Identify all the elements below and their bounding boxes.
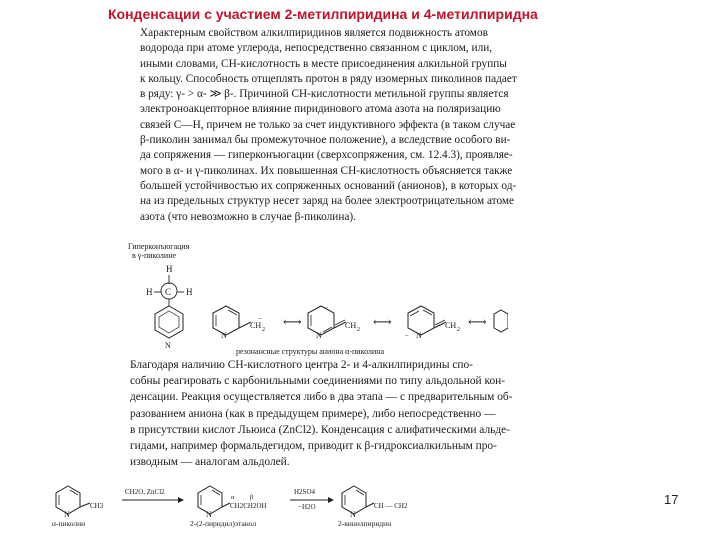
resonance-structure-2 [308, 304, 360, 340]
svg-text:2: 2 [262, 327, 265, 333]
paragraph1-line: азота (что невозможно в случае β-пиколина). [140, 210, 356, 223]
paragraph2-line: изводным — аналогам альдолей. [130, 456, 290, 469]
paragraph1-line: связей С—Н, причем не только за счет индуктивного эффекта (в таком случае [140, 118, 516, 131]
slide-title: Конденсации с участием 2-метилпиридина и 4-метилпиридна [108, 6, 538, 22]
molecule-alpha-picoline [56, 486, 104, 519]
svg-text:CH2CH2OH: CH2CH2OH [230, 502, 267, 510]
paragraph2-line: денсации. Реакция осуществляется либо в два этапа — с предварительным об- [130, 391, 513, 404]
caption-gamma-picoline: в γ-пиколине [132, 251, 177, 260]
paragraph2-line: Благодаря наличию СН-кислотного центра 2- и 4-алкилпиридины спо- [130, 359, 473, 371]
caption-resonance-structures: резонансные структуры аниона α-пиколина [236, 347, 385, 356]
molecule-pyridylethanol [198, 486, 267, 519]
paragraph1-line: водорода при атоме углерода, непосредственно связанном с циклом, или, [140, 42, 493, 55]
reagent-minus-water: −H2O [298, 503, 316, 511]
svg-text:N: N [221, 331, 227, 340]
scheme-resonance-structures [118, 238, 508, 358]
svg-text:CH — CH2: CH — CH2 [374, 502, 408, 510]
resonance-arrow-1: ⟷ [283, 314, 302, 329]
resonance-structure-4 [494, 310, 508, 332]
svg-text:2: 2 [357, 327, 360, 333]
svg-text:CH: CH [250, 321, 262, 330]
paragraph1-line: большей устойчивостью их сопряженных оснований (анионов), в которых од- [140, 179, 517, 192]
paragraph1-line: да сопряжения — гиперконъюгации (сверхсопряжения, см. 12.4.3), проявляе- [140, 149, 513, 162]
paragraph-aldol-condensation [108, 357, 513, 470]
paragraph2-line: разованием аниона (как в предыдущем примере), либо непосредственно — [130, 407, 496, 420]
atom-n-gamma: N [165, 341, 171, 350]
paragraph1-line: β-пиколин занимал бы промежуточное положение), а вследствие особого ви- [140, 134, 511, 147]
molecule-vinylpyridine [342, 486, 408, 519]
paragraph1-line: электроноакцепторное влияние пиридинового атома азота на поляризацию [140, 103, 501, 116]
atom-h-top: H [166, 264, 173, 274]
resonance-structure-3 [405, 306, 460, 340]
svg-text:CH3: CH3 [90, 502, 104, 510]
svg-text:N: N [206, 510, 212, 519]
reagent-h2so4: H2SO4 [294, 488, 316, 496]
caption-hyperconjugation: Гиперконъюгация [128, 242, 190, 251]
paragraph2-line: собны реагировать с карбонильными соединениями по типу альдольной кон- [130, 375, 506, 388]
svg-text:CH: CH [445, 321, 457, 330]
page-number: 17 [664, 492, 679, 507]
svg-text:β: β [250, 494, 254, 501]
resonance-arrow-3: ⟷ [468, 314, 487, 329]
svg-text:2: 2 [457, 327, 460, 333]
svg-text:α: α [231, 494, 235, 501]
reagent-ch2o-zncl2: CH2O, ZnCl2 [125, 488, 165, 496]
svg-text:CH: CH [345, 321, 357, 330]
paragraph1-line: иными словами, СН-кислотность в месте присоединения алкильной группы [140, 57, 507, 70]
svg-text:−: − [405, 332, 409, 340]
atom-c: C [165, 287, 172, 297]
svg-text:N: N [350, 510, 356, 519]
svg-text:N: N [416, 331, 422, 340]
svg-text:N: N [64, 510, 70, 519]
atom-h-right: H [186, 287, 193, 297]
paragraph1-line: мого в α- и γ-пиколинах. Их повышенная СН-кислотность объясняется также [140, 164, 513, 177]
label-pyridylethanol: 2-(2-пиридил)этанол [190, 519, 257, 528]
svg-text:−: − [258, 315, 262, 323]
paragraph2-line: в присутствии кислот Льюиса (ZnCl2). Конденсация с алифатическими альде- [130, 423, 510, 436]
scheme-condensation-reaction [50, 478, 470, 530]
resonance-structure-1 [213, 306, 265, 340]
paragraph1-line: в ряду: γ- > α- ≫ β-. Причиной СН-кислотности метильной группы является [140, 88, 509, 101]
paragraph1-line: Характерным свойством алкилпиридинов является подвижность атомов [140, 27, 488, 39]
label-alpha-picoline: α-пиколин [52, 519, 86, 528]
resonance-arrow-2: ⟷ [373, 314, 392, 329]
paragraph2-line: гидами, например формальдегидом, приводит к β-гидроксиалкильным про- [130, 440, 497, 453]
svg-text:N: N [316, 331, 322, 340]
svg-text:−: − [324, 304, 328, 312]
atom-h-left: H [146, 287, 153, 297]
paragraph1-line: на из предельных структур несет заряд на более электроотрицательном атоме [140, 195, 515, 208]
paragraph-hyperconjugation [108, 26, 584, 225]
label-vinylpyridine: 2-винилпиридин [338, 519, 392, 528]
paragraph1-line: к кольцу. Способность отщеплять протон в ряду изомерных пиколинов падает [140, 72, 517, 85]
